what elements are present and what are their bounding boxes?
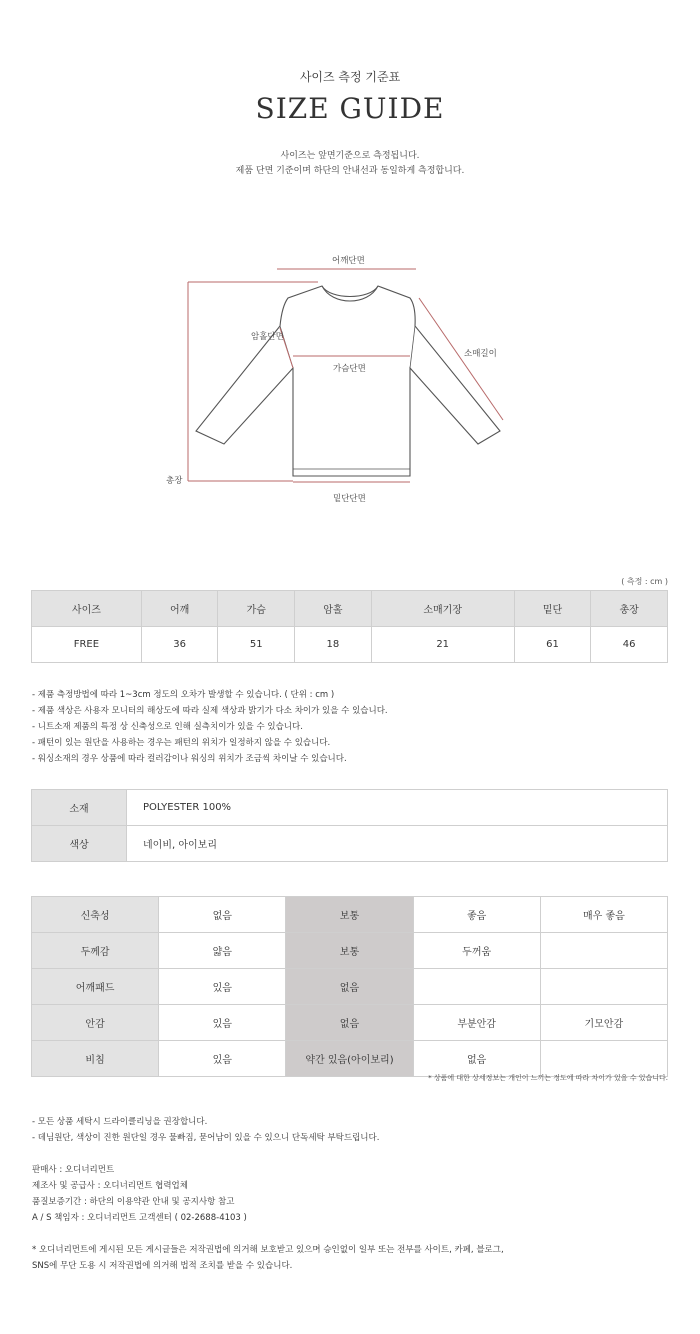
size-header-cell: 사이즈 [32, 591, 142, 627]
note-line: - 니트소재 제품의 특정 상 신축성으로 인해 실측치이가 있을 수 있습니다. [32, 722, 303, 732]
note-line: - 제품 색상은 사용자 모니터의 해상도에 따라 실제 색상과 밝기가 다소 차이가 있을 수 있습니다. [32, 706, 388, 716]
material-table [31, 789, 668, 862]
size-table-header-row [32, 591, 668, 627]
feature-cell: 얇음 [159, 933, 286, 969]
feature-key: 비침 [32, 1041, 159, 1077]
feature-disclaimer: * 상품에 대한 상세정보는 개인이 느끼는 정도에 따라 차이가 있을 수 있습니다. [428, 1074, 668, 1082]
seller-info: 판매사 : 오디너리먼트 [32, 1165, 115, 1175]
hem-label: 밑단단면 [333, 494, 366, 504]
copyright-line: SNS에 무단 도용 시 저작권법에 의거해 법적 조치를 받을 수 있습니다. [32, 1261, 293, 1271]
material-key: 소재 [32, 790, 127, 826]
care-line: - 모든 상품 세탁시 드라이클리닝을 권장합니다. [32, 1117, 208, 1127]
care-line: - 데님원단, 색상이 진한 원단일 경우 물빠짐, 묻어남이 있을 수 있으니 단독세탁 부탁드립니다. [32, 1133, 380, 1143]
size-value-cell: 51 [218, 627, 295, 663]
feature-row-lining [32, 1005, 668, 1041]
page-subtitle-korean: 사이즈 측정 기준표 [299, 70, 401, 84]
feature-key: 어깨패드 [32, 969, 159, 1005]
size-table-row [32, 627, 668, 663]
feature-cell: 있음 [159, 1041, 286, 1077]
feature-cell: 있음 [159, 969, 286, 1005]
color-row [32, 826, 668, 862]
size-table [31, 590, 668, 663]
measure-unit: ( 측정 : cm ) [621, 577, 668, 586]
size-value-cell: 46 [591, 627, 668, 663]
page-title: SIZE GUIDE [255, 92, 445, 125]
note-line: - 워싱소재의 경우 상품에 따라 컬러감이나 워싱의 위치가 조금씩 차이날 수 있습니다. [32, 754, 347, 764]
length-label: 총장 [166, 476, 183, 486]
size-value-cell: 61 [514, 627, 591, 663]
size-value-cell: FREE [32, 627, 142, 663]
feature-row-shoulder-pad [32, 969, 668, 1005]
feature-cell [540, 933, 667, 969]
sweater-outline [196, 286, 500, 476]
size-header-cell: 소매기장 [371, 591, 514, 627]
armhole-label: 암홀단면 [251, 332, 284, 342]
feature-row-stretch [32, 897, 668, 933]
measure-description-1: 사이즈는 앞면기준으로 측정됩니다. [280, 151, 420, 161]
feature-cell: 매우 좋음 [540, 897, 667, 933]
feature-cell: 부분안감 [413, 1005, 540, 1041]
material-value: POLYESTER 100% [127, 790, 668, 826]
size-header-cell: 밑단 [514, 591, 591, 627]
feature-key: 안감 [32, 1005, 159, 1041]
shoulder-label: 어깨단면 [332, 256, 365, 266]
measure-description-2: 제품 단면 기준이며 하단의 안내선과 동일하게 측정합니다. [235, 166, 465, 176]
feature-cell-selected: 보통 [286, 933, 413, 969]
sleeve-label: 소매길이 [464, 349, 497, 359]
feature-cell [540, 969, 667, 1005]
feature-cell-selected: 없음 [286, 1005, 413, 1041]
feature-cell: 두꺼움 [413, 933, 540, 969]
feature-cell [540, 1041, 667, 1077]
feature-row-thickness [32, 933, 668, 969]
feature-key: 두께감 [32, 933, 159, 969]
color-value: 네이비, 아이보리 [127, 826, 668, 862]
feature-cell-selected: 약간 있음(아이보리) [286, 1041, 413, 1077]
color-key: 색상 [32, 826, 127, 862]
feature-row-sheerness [32, 1041, 668, 1077]
copyright-line: * 오디너리먼트에 게시된 모든 게시글들은 저작권법에 의거해 보호받고 있으며 승인없이 일부 또는 전부를 사이트, 카페, 블로그, [32, 1245, 504, 1255]
size-header-cell: 가슴 [218, 591, 295, 627]
sweater-measurement-diagram [0, 240, 700, 510]
feature-cell-selected: 보통 [286, 897, 413, 933]
feature-cell-selected: 없음 [286, 969, 413, 1005]
feature-cell: 있음 [159, 1005, 286, 1041]
feature-cell: 없음 [413, 1041, 540, 1077]
feature-cell: 기모안감 [540, 1005, 667, 1041]
size-value-cell: 36 [141, 627, 218, 663]
size-header-cell: 총장 [591, 591, 668, 627]
size-value-cell: 21 [371, 627, 514, 663]
size-value-cell: 18 [295, 627, 372, 663]
note-line: - 패턴이 있는 원단을 사용하는 경우는 패턴의 위치가 일정하지 않을 수 있습니다. [32, 738, 331, 748]
feature-cell [413, 969, 540, 1005]
note-line: - 제품 측정방법에 따라 1~3cm 정도의 오차가 발생할 수 있습니다. ( 단위 : cm ) [32, 690, 335, 700]
as-contact-info: A / S 책임자 : 오디너리먼트 고객센터 ( 02-2688-4103 ) [32, 1213, 247, 1223]
size-header-cell: 암홀 [295, 591, 372, 627]
feature-cell: 좋음 [413, 897, 540, 933]
manufacturer-info: 제조사 및 공급사 : 오디너리먼트 협력업체 [32, 1181, 188, 1191]
size-header-cell: 어깨 [141, 591, 218, 627]
feature-cell: 없음 [159, 897, 286, 933]
material-row [32, 790, 668, 826]
chest-label: 가슴단면 [333, 364, 366, 374]
feature-table [31, 896, 668, 1077]
warranty-info: 품질보증기간 : 하단의 이용약관 안내 및 공지사항 참고 [32, 1197, 235, 1207]
feature-key: 신축성 [32, 897, 159, 933]
